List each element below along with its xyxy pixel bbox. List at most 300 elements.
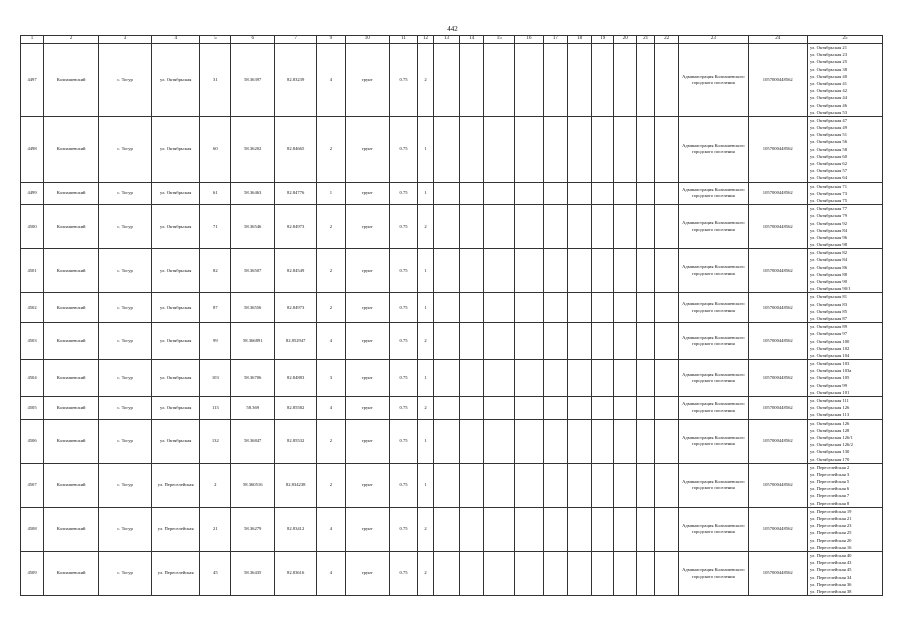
- cell-lon: 82.85582: [275, 397, 317, 420]
- address-line: ул. Октябрьская 130: [809, 449, 850, 455]
- column-header: 15: [484, 36, 515, 44]
- cell-empty: [515, 397, 544, 420]
- cell-empty: [592, 205, 614, 249]
- cell-lat: 58.36847: [231, 419, 275, 463]
- cell-empty: [654, 507, 678, 551]
- cell-lat: 58.36556: [231, 293, 275, 323]
- cell-owner: Администрация Колпашевского городского поселения: [679, 419, 748, 463]
- cell-district: Колпашевский: [44, 249, 99, 293]
- cell-empty: [433, 507, 459, 551]
- cell-empty: [543, 182, 567, 205]
- table-row: [21, 44, 883, 117]
- cell-id: 4506: [21, 419, 44, 463]
- cell-empty: [515, 44, 544, 117]
- cell-lon: 82.852947: [275, 323, 317, 360]
- cell-empty: [460, 463, 484, 507]
- address-line: ул. Октябрьская 81: [809, 294, 848, 300]
- address-line: ул. Переселейская 45: [809, 567, 852, 573]
- cell-town: с. Тогур: [99, 397, 152, 420]
- address-line: ул. Переселейская 40: [809, 552, 852, 558]
- cell-empty: [543, 507, 567, 551]
- cell-id: 4509: [21, 551, 44, 595]
- cell-empty: [654, 293, 678, 323]
- cell-district: Колпашевский: [44, 397, 99, 420]
- cell-surface: грунт: [345, 205, 389, 249]
- cell-owner: Администрация Колпашевского городского поселения: [679, 463, 748, 507]
- address-line: ул. Октябрьская 92: [809, 220, 848, 226]
- cell-area: 0.75: [389, 182, 418, 205]
- cell-empty: [460, 397, 484, 420]
- cell-ogrn: 1057000448562: [748, 419, 807, 463]
- address-line: ул. Октябрьская 170: [809, 456, 850, 462]
- table-row: [21, 293, 883, 323]
- cell-ogrn: 1057000448562: [748, 205, 807, 249]
- cell-empty: [614, 323, 637, 360]
- cell-surface: грунт: [345, 293, 389, 323]
- cell-empty: [484, 507, 515, 551]
- cell-area: 0.75: [389, 205, 418, 249]
- cell-owner: Администрация Колпашевского городского поселения: [679, 323, 748, 360]
- cell-count: 4: [317, 323, 346, 360]
- cell-empty: [515, 323, 544, 360]
- table-row: [21, 116, 883, 182]
- cell-empty: [460, 116, 484, 182]
- address-line: ул. Переселейская 36: [809, 581, 852, 587]
- cell-empty: [433, 116, 459, 182]
- cell-qty: 2: [418, 323, 433, 360]
- cell-house: 61: [200, 182, 231, 205]
- cell-ogrn: 1057000448562: [748, 397, 807, 420]
- address-line: ул. Октябрьская 85: [809, 308, 848, 314]
- cell-empty: [484, 323, 515, 360]
- cell-lat: 58.36397: [231, 44, 275, 117]
- cell-empty: [568, 463, 592, 507]
- cell-empty: [568, 360, 592, 397]
- address-line: ул. Октябрьская 90/1: [809, 286, 851, 292]
- cell-empty: [637, 249, 655, 293]
- address-line: ул. Октябрьская 87: [809, 315, 848, 321]
- cell-lat: 58.36546: [231, 205, 275, 249]
- cell-empty: [654, 205, 678, 249]
- cell-house: 103: [200, 360, 231, 397]
- column-header: 22: [654, 36, 678, 44]
- cell-empty: [543, 205, 567, 249]
- cell-id: 4502: [21, 293, 44, 323]
- table-row: [21, 551, 883, 595]
- cell-addresses: [807, 397, 882, 420]
- cell-empty: [515, 507, 544, 551]
- cell-empty: [568, 293, 592, 323]
- cell-empty: [614, 249, 637, 293]
- cell-area: 0.75: [389, 116, 418, 182]
- cell-empty: [568, 551, 592, 595]
- address-line: ул. Октябрьская 126/2: [809, 442, 853, 448]
- cell-empty: [614, 463, 637, 507]
- cell-count: 2: [317, 205, 346, 249]
- cell-district: Колпашевский: [44, 360, 99, 397]
- cell-empty: [460, 323, 484, 360]
- cell-count: 3: [317, 360, 346, 397]
- column-header: 7: [275, 36, 317, 44]
- cell-ogrn: 1057000448562: [748, 182, 807, 205]
- table-row: [21, 507, 883, 551]
- cell-empty: [484, 360, 515, 397]
- address-line: ул. Октябрьская 98: [809, 242, 848, 248]
- cell-street: ул. Октябрьская: [151, 397, 199, 420]
- cell-district: Колпашевский: [44, 419, 99, 463]
- cell-empty: [637, 419, 655, 463]
- cell-empty: [460, 205, 484, 249]
- cell-district: Колпашевский: [44, 293, 99, 323]
- cell-empty: [460, 182, 484, 205]
- address-line: ул. Октябрьская 44: [809, 95, 848, 101]
- cell-empty: [433, 205, 459, 249]
- cell-addresses: [807, 360, 882, 397]
- cell-empty: [433, 360, 459, 397]
- cell-surface: грунт: [345, 116, 389, 182]
- address-line: ул. Переселейская 25: [809, 530, 852, 536]
- cell-qty: 2: [418, 397, 433, 420]
- cell-empty: [543, 551, 567, 595]
- address-line: ул. Октябрьская 51: [809, 132, 848, 138]
- column-header: 16: [515, 36, 544, 44]
- cell-qty: 2: [418, 551, 433, 595]
- cell-lat: 58.369: [231, 397, 275, 420]
- cell-empty: [637, 44, 655, 117]
- cell-empty: [460, 293, 484, 323]
- cell-town: с. Тогур: [99, 249, 152, 293]
- cell-house: 45: [200, 551, 231, 595]
- address-line: ул. Октябрьская 97: [809, 331, 848, 337]
- address-line: ул. Переселейская 3: [809, 471, 850, 477]
- cell-empty: [637, 551, 655, 595]
- cell-street: ул. Октябрьская: [151, 44, 199, 117]
- cell-ogrn: 1057000448562: [748, 323, 807, 360]
- cell-empty: [592, 249, 614, 293]
- cell-owner: Администрация Колпашевского городского поселения: [679, 551, 748, 595]
- address-line: ул. Октябрьская 84: [809, 227, 848, 233]
- cell-town: с. Тогур: [99, 44, 152, 117]
- cell-empty: [433, 323, 459, 360]
- cell-empty: [637, 463, 655, 507]
- table-row: [21, 249, 883, 293]
- cell-surface: грунт: [345, 249, 389, 293]
- cell-district: Колпашевский: [44, 507, 99, 551]
- cell-lon: 82.84665: [275, 116, 317, 182]
- cell-ogrn: 1057000448562: [748, 44, 807, 117]
- cell-street: ул. Октябрьская: [151, 205, 199, 249]
- cell-empty: [515, 116, 544, 182]
- cell-empty: [654, 323, 678, 360]
- address-line: ул. Октябрьская 21: [809, 45, 848, 50]
- cell-empty: [568, 397, 592, 420]
- cell-qty: 2: [418, 205, 433, 249]
- cell-empty: [637, 507, 655, 551]
- cell-area: 0.75: [389, 551, 418, 595]
- cell-lon: 82.83239: [275, 44, 317, 117]
- cell-empty: [654, 249, 678, 293]
- cell-empty: [484, 551, 515, 595]
- cell-qty: 1: [418, 463, 433, 507]
- cell-owner: Администрация Колпашевского городского поселения: [679, 205, 748, 249]
- address-line: ул. Переселейская 23: [809, 523, 852, 529]
- address-line: ул. Октябрьская 126: [809, 405, 850, 411]
- address-line: ул. Октябрьская 86: [809, 264, 848, 270]
- header-row: [21, 36, 883, 44]
- cell-id: 4503: [21, 323, 44, 360]
- cell-empty: [568, 507, 592, 551]
- cell-id: 4507: [21, 463, 44, 507]
- cell-town: с. Тогур: [99, 551, 152, 595]
- address-line: ул. Октябрьская 73: [809, 190, 848, 196]
- column-header: 6: [231, 36, 275, 44]
- cell-empty: [484, 116, 515, 182]
- cell-street: ул. Октябрьская: [151, 249, 199, 293]
- cell-empty: [484, 182, 515, 205]
- table-row: [21, 323, 883, 360]
- address-line: ул. Октябрьская 71: [809, 183, 848, 189]
- cell-empty: [433, 551, 459, 595]
- table-row: [21, 419, 883, 463]
- cell-empty: [433, 249, 459, 293]
- column-header: 21: [637, 36, 655, 44]
- cell-empty: [592, 44, 614, 117]
- address-line: ул. Октябрьская 84: [809, 257, 848, 263]
- address-line: ул. Октябрьская 47: [809, 117, 848, 123]
- address-line: ул. Октябрьская 77: [809, 206, 848, 212]
- column-header: 23: [679, 36, 748, 44]
- cell-area: 0.75: [389, 323, 418, 360]
- cell-empty: [614, 116, 637, 182]
- cell-count: 4: [317, 44, 346, 117]
- address-line: ул. Переселейская 43: [809, 560, 852, 566]
- cell-lat: 58.36202: [231, 116, 275, 182]
- column-header: 12: [418, 36, 433, 44]
- cell-addresses: [807, 419, 882, 463]
- cell-empty: [592, 419, 614, 463]
- cell-empty: [484, 249, 515, 293]
- cell-id: 4497: [21, 44, 44, 117]
- cell-empty: [592, 507, 614, 551]
- cell-surface: грунт: [345, 551, 389, 595]
- cell-town: с. Тогур: [99, 360, 152, 397]
- cell-empty: [568, 323, 592, 360]
- cell-empty: [654, 360, 678, 397]
- cell-area: 0.75: [389, 419, 418, 463]
- cell-empty: [568, 205, 592, 249]
- cell-empty: [592, 360, 614, 397]
- cell-town: с. Тогур: [99, 419, 152, 463]
- cell-street: ул. Переселейская: [151, 551, 199, 595]
- cell-qty: 1: [418, 360, 433, 397]
- cell-count: 4: [317, 551, 346, 595]
- cell-addresses: [807, 205, 882, 249]
- cell-empty: [614, 293, 637, 323]
- cell-empty: [614, 397, 637, 420]
- cell-surface: грунт: [345, 463, 389, 507]
- cell-empty: [515, 205, 544, 249]
- cell-surface: грунт: [345, 419, 389, 463]
- cell-empty: [515, 182, 544, 205]
- cell-addresses: [807, 507, 882, 551]
- address-line: ул. Октябрьская 75: [809, 197, 848, 203]
- cell-count: 2: [317, 116, 346, 182]
- cell-empty: [543, 419, 567, 463]
- column-header: 17: [543, 36, 567, 44]
- registry-table: [20, 35, 883, 596]
- cell-empty: [637, 116, 655, 182]
- cell-lat: 58.36279: [231, 507, 275, 551]
- cell-qty: 1: [418, 419, 433, 463]
- cell-empty: [614, 507, 637, 551]
- cell-empty: [637, 397, 655, 420]
- address-line: ул. Переселейская 38: [809, 588, 852, 594]
- cell-empty: [515, 249, 544, 293]
- cell-street: ул. Октябрьская: [151, 293, 199, 323]
- cell-empty: [654, 182, 678, 205]
- cell-qty: 1: [418, 116, 433, 182]
- cell-empty: [592, 397, 614, 420]
- cell-town: с. Тогур: [99, 182, 152, 205]
- address-line: ул. Октябрьская 23: [809, 52, 848, 58]
- address-line: ул. Переселейская 7: [809, 493, 850, 499]
- column-header: 4: [151, 36, 199, 44]
- column-header: 3: [99, 36, 152, 44]
- cell-ogrn: 1057000448562: [748, 360, 807, 397]
- cell-addresses: [807, 463, 882, 507]
- cell-surface: грунт: [345, 360, 389, 397]
- cell-qty: 2: [418, 44, 433, 117]
- table-body: [21, 44, 883, 596]
- cell-street: ул. Переселейская: [151, 507, 199, 551]
- address-line: ул. Октябрьская 104: [809, 352, 850, 358]
- address-line: ул. Октябрьская 99: [809, 382, 848, 388]
- cell-district: Колпашевский: [44, 323, 99, 360]
- cell-lon: 82.834238: [275, 463, 317, 507]
- cell-owner: Администрация Колпашевского городского поселения: [679, 507, 748, 551]
- address-line: ул. Октябрьская 60: [809, 153, 848, 159]
- address-line: ул. Октябрьская 40: [809, 73, 848, 79]
- cell-empty: [484, 205, 515, 249]
- address-line: ул. Переселейская 20: [809, 537, 852, 543]
- cell-empty: [484, 397, 515, 420]
- cell-surface: грунт: [345, 397, 389, 420]
- column-header: 20: [614, 36, 637, 44]
- cell-empty: [515, 463, 544, 507]
- cell-lon: 82.85532: [275, 419, 317, 463]
- cell-surface: грунт: [345, 44, 389, 117]
- cell-empty: [614, 205, 637, 249]
- cell-town: с. Тогур: [99, 323, 152, 360]
- cell-empty: [460, 419, 484, 463]
- table-row: [21, 182, 883, 205]
- cell-district: Колпашевский: [44, 182, 99, 205]
- cell-empty: [614, 360, 637, 397]
- address-line: ул. Октябрьская 49: [809, 125, 848, 131]
- cell-empty: [637, 293, 655, 323]
- cell-id: 4508: [21, 507, 44, 551]
- address-line: ул. Переселейская 8: [809, 500, 850, 506]
- address-line: ул. Октябрьская 111: [809, 398, 849, 403]
- cell-town: с. Тогур: [99, 116, 152, 182]
- cell-house: 21: [200, 507, 231, 551]
- cell-empty: [654, 419, 678, 463]
- cell-street: ул. Октябрьская: [151, 419, 199, 463]
- cell-empty: [654, 44, 678, 117]
- address-line: ул. Переселейская 2: [809, 464, 850, 470]
- cell-area: 0.75: [389, 44, 418, 117]
- cell-empty: [515, 419, 544, 463]
- cell-empty: [592, 116, 614, 182]
- cell-empty: [568, 419, 592, 463]
- column-header: 1: [21, 36, 44, 44]
- table-row: [21, 360, 883, 397]
- cell-qty: 2: [418, 507, 433, 551]
- cell-empty: [592, 463, 614, 507]
- cell-town: с. Тогур: [99, 205, 152, 249]
- cell-count: 2: [317, 249, 346, 293]
- cell-id: 4500: [21, 205, 44, 249]
- column-header: 24: [748, 36, 807, 44]
- cell-empty: [637, 360, 655, 397]
- cell-addresses: [807, 293, 882, 323]
- cell-empty: [637, 182, 655, 205]
- cell-lon: 82.83412: [275, 507, 317, 551]
- address-line: ул. Октябрьская 38: [809, 66, 848, 72]
- cell-house: 60: [200, 116, 231, 182]
- cell-empty: [484, 463, 515, 507]
- cell-owner: Администрация Колпашевского городского поселения: [679, 397, 748, 420]
- cell-id: 4498: [21, 116, 44, 182]
- column-header: 18: [568, 36, 592, 44]
- column-header: 14: [460, 36, 484, 44]
- cell-empty: [460, 507, 484, 551]
- cell-empty: [637, 323, 655, 360]
- cell-id: 4501: [21, 249, 44, 293]
- address-line: ул. Октябрьская 100: [809, 338, 850, 344]
- cell-empty: [543, 323, 567, 360]
- cell-ogrn: 1057000448562: [748, 293, 807, 323]
- cell-empty: [592, 293, 614, 323]
- cell-ogrn: 1057000448562: [748, 463, 807, 507]
- cell-surface: грунт: [345, 182, 389, 205]
- cell-town: с. Тогур: [99, 293, 152, 323]
- cell-town: с. Тогур: [99, 463, 152, 507]
- cell-house: 99: [200, 323, 231, 360]
- cell-house: 82: [200, 249, 231, 293]
- cell-count: 2: [317, 293, 346, 323]
- cell-empty: [433, 463, 459, 507]
- cell-street: ул. Октябрьская: [151, 116, 199, 182]
- cell-street: ул. Октябрьская: [151, 182, 199, 205]
- cell-count: 1: [317, 182, 346, 205]
- address-line: ул. Октябрьская 79: [809, 213, 848, 219]
- cell-empty: [515, 551, 544, 595]
- cell-empty: [614, 551, 637, 595]
- address-line: ул. Октябрьская 101: [809, 389, 850, 395]
- address-line: ул. Октябрьская 25: [809, 59, 848, 65]
- cell-district: Колпашевский: [44, 44, 99, 117]
- cell-empty: [614, 44, 637, 117]
- address-line: ул. Октябрьская 53: [809, 109, 848, 115]
- cell-empty: [484, 419, 515, 463]
- cell-empty: [433, 419, 459, 463]
- cell-addresses: [807, 249, 882, 293]
- address-line: ул. Октябрьская 41: [809, 80, 848, 86]
- cell-area: 0.75: [389, 249, 418, 293]
- cell-owner: Администрация Колпашевского городского поселения: [679, 360, 748, 397]
- address-line: ул. Октябрьская 62: [809, 161, 848, 166]
